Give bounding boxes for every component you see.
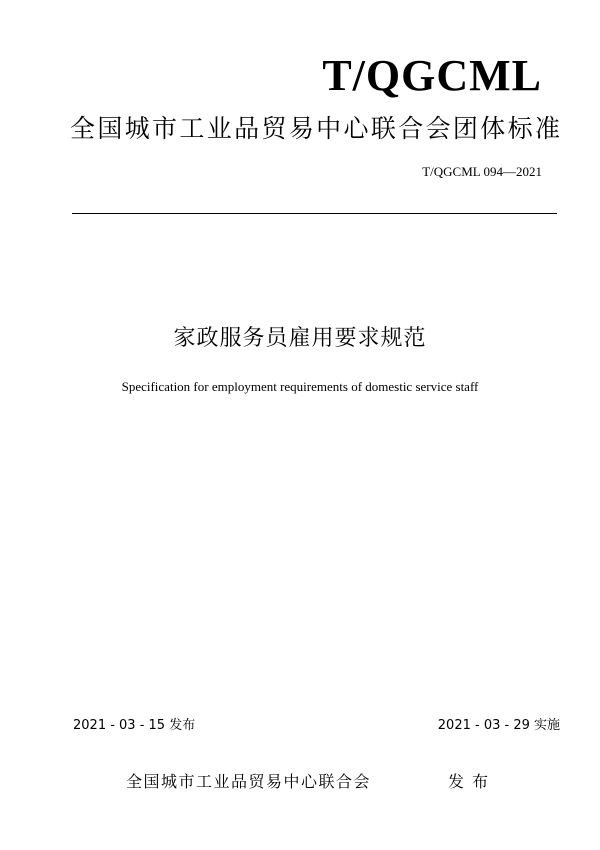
issue-date: 2021 - 03 - 15 发布 [73,718,196,733]
document-title-chinese: 家政服务员雇用要求规范 [173,326,427,351]
standard-code: T/QGCML [322,51,542,100]
header-divider [72,213,557,214]
standard-number: T/QGCML 094—2021 [422,164,542,179]
publisher-organization: 全国城市工业品贸易中心联合会 [126,772,372,791]
organization-standard-title: 全国城市工业品贸易中心联合会团体标准 [70,114,560,143]
implementation-date: 2021 - 03 - 29 实施 [437,718,560,733]
publish-label: 发布 [448,772,497,791]
document-title-english: Specification for employment requirements of domestic service staff [121,379,479,394]
